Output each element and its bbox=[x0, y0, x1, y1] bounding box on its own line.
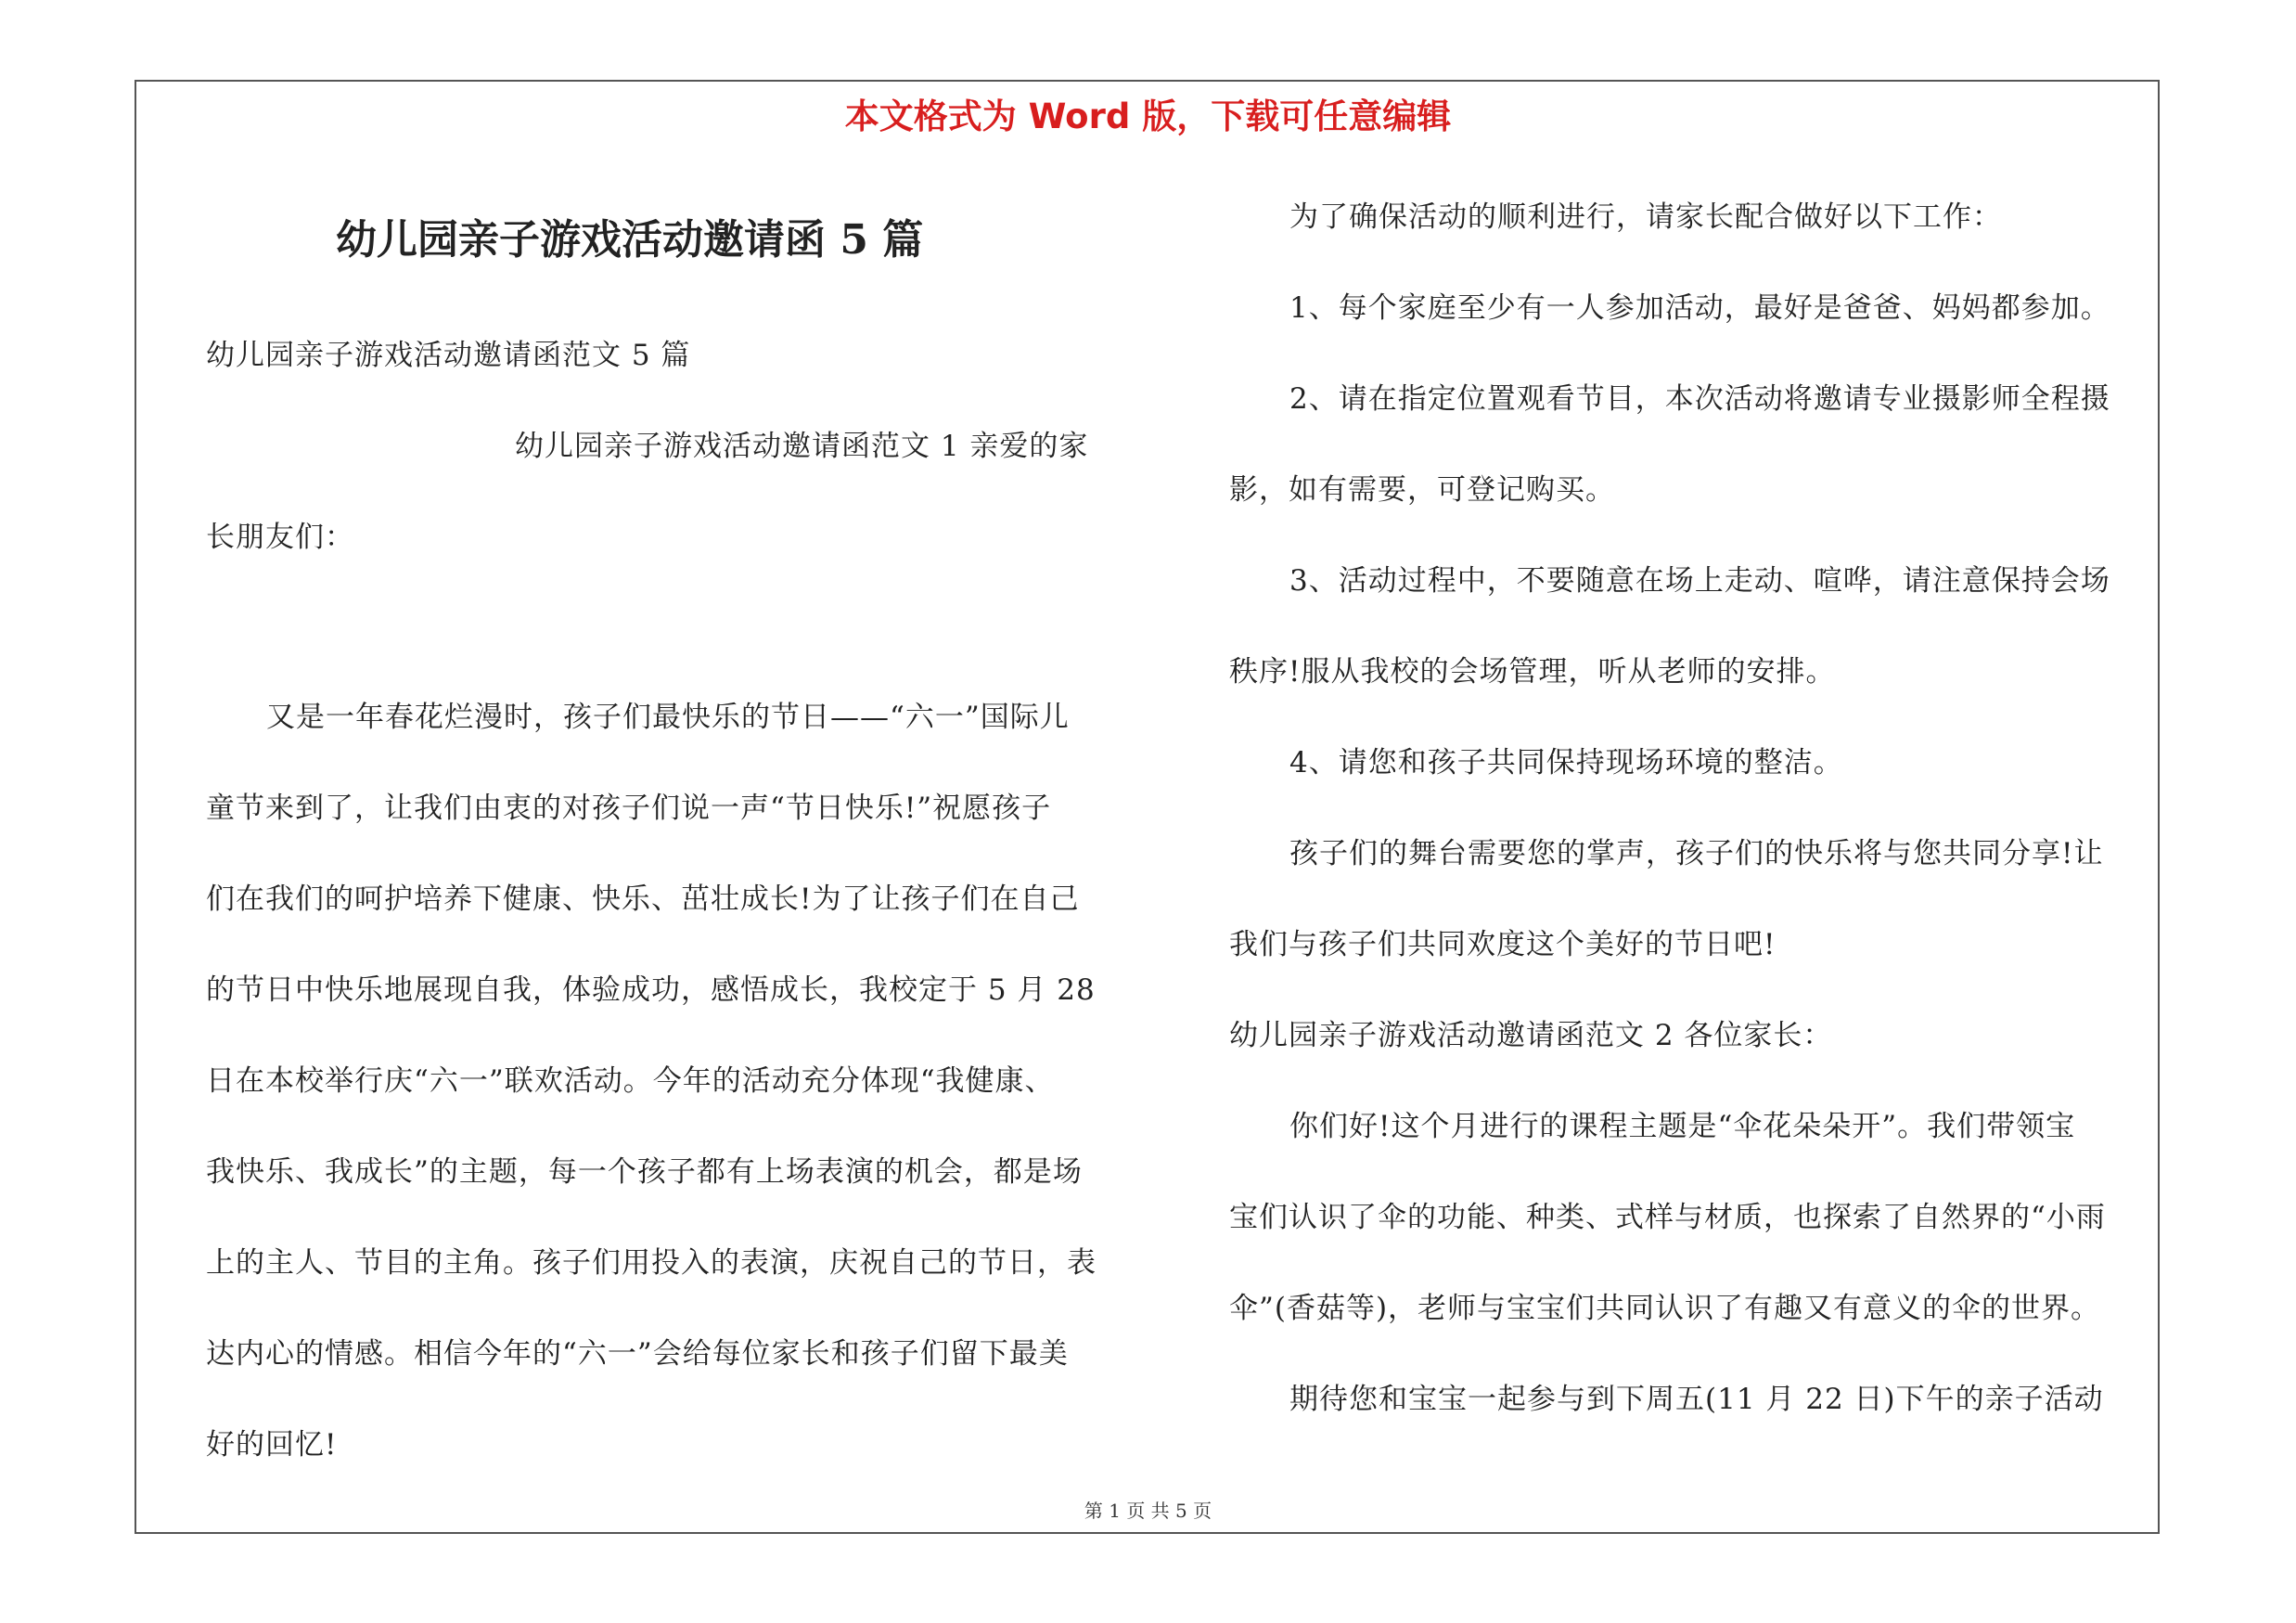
right-line: 3、活动过程中，不要随意在场上走动、喧哗，请注意保持会场 bbox=[1289, 564, 2110, 598]
right-line: 期待您和宝宝一起参与到下周五(11 月 22 日)下午的亲子活动 bbox=[1289, 1383, 2104, 1416]
right-line: 为了确保活动的顺利进行，请家长配合做好以下工作： bbox=[1289, 200, 2002, 234]
left-line: 长朋友们： bbox=[206, 521, 354, 554]
left-line: 达内心的情感。相信今年的“六一”会给每位家长和孩子们留下最美 bbox=[206, 1337, 1069, 1371]
right-line: 4、请您和孩子共同保持现场环境的整洁。 bbox=[1289, 746, 1843, 779]
right-line: 2、请在指定位置观看节目，本次活动将邀请专业摄影师全程摄 bbox=[1289, 382, 2110, 416]
right-line: 伞”(香菇等)，老师与宝宝们共同认识了有趣又有意义的伞的世界。 bbox=[1229, 1292, 2101, 1325]
right-line: 宝们认识了伞的功能、种类、式样与材质，也探索了自然界的“小雨 bbox=[1229, 1201, 2106, 1234]
left-line: 又是一年春花烂漫时，孩子们最快乐的节日——“六一”国际儿 bbox=[266, 701, 1070, 734]
left-line: 上的主人、节目的主角。孩子们用投入的表演，庆祝自己的节日，表 bbox=[206, 1246, 1097, 1280]
right-line: 你们好!这个月进行的课程主题是“伞花朵朵开”。我们带领宝 bbox=[1289, 1110, 2076, 1143]
left-line: 幼儿园亲子游戏活动邀请函范文 5 篇 bbox=[206, 339, 691, 372]
right-line: 幼儿园亲子游戏活动邀请函范文 2 各位家长： bbox=[1229, 1019, 1833, 1052]
right-line: 影，如有需要，可登记购买。 bbox=[1229, 473, 1615, 507]
right-line: 我们与孩子们共同欢度这个美好的节日吧! bbox=[1229, 928, 1777, 961]
left-line: 日在本校举行庆“六一”联欢活动。今年的活动充分体现“我健康、 bbox=[206, 1064, 1055, 1098]
right-line: 孩子们的舞台需要您的掌声，孩子们的快乐将与您共同分享!让 bbox=[1289, 837, 2104, 870]
document-title: 幼儿园亲子游戏活动邀请函 5 篇 bbox=[336, 216, 924, 264]
left-line: 我快乐、我成长”的主题，每一个孩子都有上场表演的机会，都是场 bbox=[206, 1155, 1083, 1189]
right-line: 1、每个家庭至少有一人参加活动，最好是爸爸、妈妈都参加。 bbox=[1289, 291, 2110, 325]
left-line: 好的回忆! bbox=[206, 1428, 338, 1462]
format-banner: 本文格式为 Word 版，下载可任意编辑 bbox=[844, 97, 1452, 136]
right-line: 秩序!服从我校的会场管理，听从老师的安排。 bbox=[1229, 655, 1836, 689]
left-line: 的节日中快乐地展现自我，体验成功，感悟成长，我校定于 5 月 28 bbox=[206, 973, 1096, 1007]
page-footer: 第 1 页 共 5 页 bbox=[1084, 1500, 1212, 1522]
left-line: 童节来到了，让我们由衷的对孩子们说一声“节日快乐!”祝愿孩子 bbox=[206, 792, 1052, 825]
left-line: 幼儿园亲子游戏活动邀请函范文 1 亲爱的家 bbox=[515, 430, 1089, 463]
left-line: 们在我们的呵护培养下健康、快乐、茁壮成长!为了让孩子们在自己 bbox=[206, 882, 1080, 916]
